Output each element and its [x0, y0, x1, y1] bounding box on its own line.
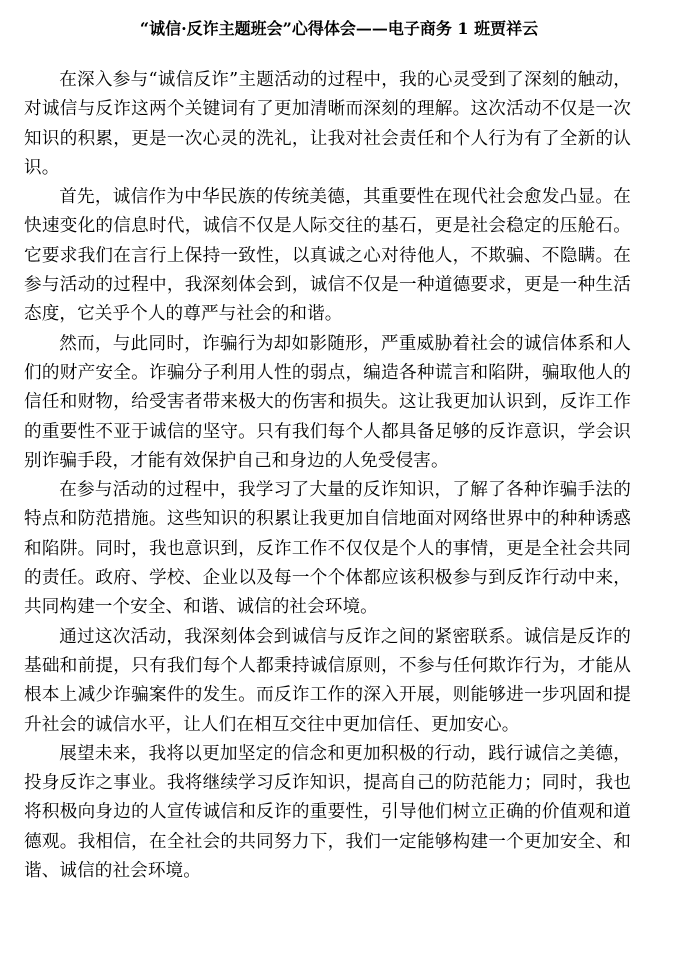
document-body — [24, 66, 631, 886]
document-title: “诚信·反诈主题班会”心得体会——电子商务 1 班贾祥云 — [139, 19, 539, 38]
paragraph-connection: 通过这次活动，我深刻体会到诚信与反诈之间的紧密联系。诚信是反诈的基础和前提，只有我们每个人都秉持诚信原则，不参与任何欺诈行为，才能从根本上减少诈骗案件的发生。而反诈工作的深入开展，则能够进一步巩固和提升社会的诚信水平，让人们在相互交往中更加信任、更加安心。 — [24, 626, 631, 735]
paragraph-intro: 在深入参与“诚信反诈”主题活动的过程中，我的心灵受到了深刻的触动，对诚信与反诈这两个关键词有了更加清晰而深刻的理解。这次活动不仅是一次知识的积累，更是一次心灵的洗礼，让我对社会责任和个人行为有了全新的认识。 — [24, 70, 631, 178]
paragraph-outlook: 展望未来，我将以更加坚定的信念和更加积极的行动，践行诚信之美德，投身反诈之事业。我将继续学习反诈知识，提高自己的防范能力；同时，我也将积极向身边的人宣传诚信和反诈的重要性，引导他们树立正确的价值观和道德观。我相信，在全社会的共同努力下，我们一定能够构建一个更加安全、和谐、诚信的社会环境。 — [24, 743, 631, 882]
paragraph-integrity: 首先，诚信作为中华民族的传统美德，其重要性在现代社会愈发凸显。在快速变化的信息时代，诚信不仅是人际交往的基石，更是社会稳定的压舱石。它要求我们在言行上保持一致性，以真诚之心对待他人，不欺骗、不隐瞒。在参与活动的过程中，我深刻体会到，诚信不仅是一种道德要求，更是一种生活态度，它关乎个人的尊严与社会的和谐。 — [24, 187, 631, 325]
paragraph-fraud-threat: 然而，与此同时，诈骗行为却如影随形，严重威胁着社会的诚信体系和人们的财产安全。诈骗分子利用人性的弱点，编造各种谎言和陷阱，骗取他人的信任和财物，给受害者带来极大的伤害和损失。这让我更加认识到，反诈工作的重要性不亚于诚信的坚守。只有我们每个人都具备足够的反诈意识，学会识别诈骗手段，才能有效保护自己和身边的人免受侵害。 — [24, 333, 631, 471]
paragraph-learning: 在参与活动的过程中，我学习了大量的反诈知识，了解了各种诈骗手法的特点和防范措施。这些知识的积累让我更加自信地面对网络世界中的种种诱惑和陷阱。同时，我也意识到，反诈工作不仅仅是个人的事情，更是全社会共同的责任。政府、学校、企业以及每一个个体都应该积极参与到反诈行动中来，共同构建一个安全、和谐、诚信的社会环境。 — [24, 480, 631, 618]
